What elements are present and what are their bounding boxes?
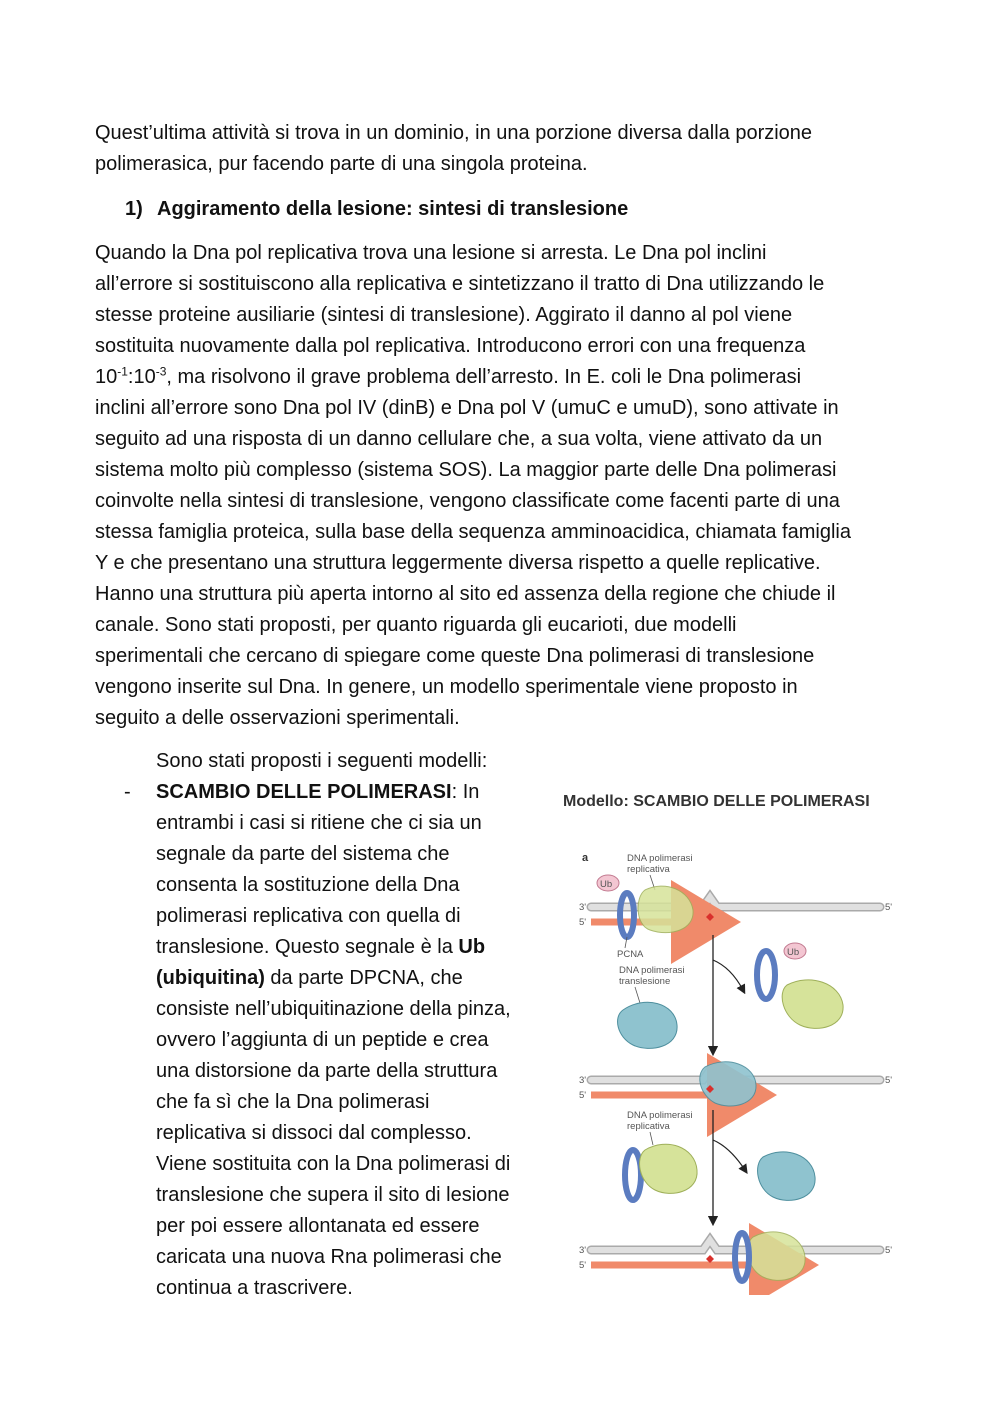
text-line: Y e che presentano una struttura leggermente diversa rispetto a quelle replicative. [95, 552, 821, 574]
label-replicative-pol: replicativa [627, 864, 670, 875]
model-description [156, 777, 556, 1304]
models-column [156, 746, 556, 1304]
pcna-clamp-icon [625, 1150, 641, 1200]
text-line: Hanno una struttura più aperta intorno al sito ed assenza della regione che chiude il [95, 583, 836, 605]
text-line: canale. Sono stati proposti, per quanto riguarda gli eucarioti, due modelli [95, 614, 737, 636]
models-intro: Sono stati proposti i seguenti modelli: [156, 750, 488, 772]
text-line: che fa sì che la Dna polimerasi [156, 1091, 430, 1113]
label-replicative-pol: DNA polimerasi [627, 853, 693, 864]
text-line: stesse proteine ausiliarie (sintesi di translesione). Aggirato il danno al pol viene [95, 304, 793, 326]
text-line: seguito a delle osservazioni sperimentali. [95, 707, 460, 729]
section-title: Aggiramento della lesione: sintesi di translesione [157, 198, 629, 220]
text-line: entrambi i casi si ritiene che ci sia un [156, 812, 482, 834]
text-line: Quando la Dna pol replicativa trova una lesione si arresta. Le Dna pol inclini [95, 242, 767, 264]
release-arrow [713, 960, 743, 990]
intro-line: polimerasica, pur facendo parte di una singola proteina. [95, 153, 588, 175]
pcna-clamp-icon [620, 893, 634, 937]
text-line: una distorsione da parte della struttura [156, 1060, 498, 1082]
bullet-dash: - [124, 781, 131, 803]
text-line: Viene sostituita con la Dna polimerasi di [156, 1153, 511, 1175]
section-number: 1) [125, 198, 143, 220]
replicative-polymerase-icon [638, 886, 693, 933]
text-line: all’errore si sostituiscono alla replicativa e sintetizzano il tratto di Dna utilizzando le [95, 273, 825, 295]
polymerase-switch-figure [555, 785, 900, 1295]
panel-label: a [582, 852, 589, 864]
text-line: vengono inserite sul Dna. In genere, un modello sperimentale viene proposto in [95, 676, 798, 698]
text-line: consiste nell’ubiquitinazione della pinza, [156, 998, 511, 1020]
ub-label: Ub [787, 947, 800, 958]
text-line: : In [451, 781, 480, 803]
figure-diagram [555, 785, 900, 1295]
pcna-clamp-icon [735, 1233, 749, 1281]
replicative-polymerase-icon [748, 1232, 806, 1281]
lesion-icon [706, 913, 714, 921]
released-replicative-pol-icon [782, 980, 843, 1029]
text-line: sostituita nuovamente dalla pol replicativa. Introducono errori con una frequenza [95, 335, 806, 357]
label-pcna: PCNA [617, 949, 644, 960]
label-replicative-pol: replicativa [627, 1121, 670, 1132]
release-arrow [713, 1140, 745, 1170]
text-line: per poi essere allontanata ed essere [156, 1215, 480, 1237]
exponent: -3 [155, 364, 167, 379]
text-line: da parte DPCNA, che [264, 967, 463, 989]
bold-term: Ub [458, 936, 486, 958]
intro-paragraph [95, 118, 915, 180]
main-paragraph [95, 238, 915, 734]
text-line: sperimentali che cercano di spiegare come queste Dna polimerasi di translesione [95, 645, 815, 667]
label-replicative-pol: DNA polimerasi [627, 1110, 693, 1121]
text-line: translesione. Questo segnale è la [156, 936, 459, 958]
text-line: , ma risolvono il grave problema dell’arresto. In E. coli le Dna polimerasi [166, 366, 802, 388]
ub-label: Ub [600, 879, 613, 890]
translesion-polymerase-icon [700, 1062, 756, 1106]
end-label: 3' [579, 902, 587, 913]
intro-line: Quest’ultima attività si trova in un dominio, in una porzione diversa dalla porzione [95, 122, 813, 144]
label-translesion-pol: DNA polimerasi [619, 965, 685, 976]
text-line: seguito ad una risposta di un danno cellulare che, a sua volta, viene attivato da un [95, 428, 823, 450]
text-line: continua a trascrivere. [156, 1277, 353, 1299]
text-line: coinvolte nella sintesi di translesione, vengono classificate come facenti parte di una [95, 490, 840, 512]
model-title: SCAMBIO DELLE POLIMERASI [156, 781, 452, 803]
end-label: 3' [579, 1075, 587, 1086]
released-translesion-pol-icon [758, 1152, 816, 1201]
frequency-value: :10 [127, 366, 156, 388]
text-line: consenta la sostituzione della Dna [156, 874, 460, 896]
text-line: ovvero l’aggiunta di un peptide e crea [156, 1029, 489, 1051]
end-label: 5' [579, 1260, 587, 1271]
end-label: 5' [885, 1245, 893, 1256]
released-clamp-icon [757, 951, 775, 999]
translesion-polymerase-icon [618, 1002, 678, 1048]
text-line: caricata una nuova Rna polimerasi che [156, 1246, 502, 1268]
figure-title: Modello: SCAMBIO DELLE POLIMERASI [563, 793, 870, 810]
replicative-polymerase-icon [640, 1144, 698, 1193]
frequency-value: 10 [95, 366, 118, 388]
text-line: sistema molto più complesso (sistema SOS). La maggior parte delle Dna polimerasi [95, 459, 837, 481]
text-line: inclini all’errore sono Dna pol IV (dinB) e Dna pol V (umuC e umuD), sono attivate in [95, 397, 839, 419]
text-line: stessa famiglia proteica, sulla base della sequenza amminoacidica, chiamata famiglia [95, 521, 851, 543]
text-line: segnale da parte del sistema che [156, 843, 450, 865]
exponent: -1 [117, 364, 128, 379]
end-label: 5' [579, 1090, 587, 1101]
section-heading [125, 194, 628, 225]
text-line: replicativa si dissoci dal complesso. [156, 1122, 472, 1144]
text-line: translesione che supera il sito di lesione [156, 1184, 510, 1206]
text-line: polimerasi replicativa con quella di [156, 905, 461, 927]
label-translesion-pol: translesione [619, 976, 671, 987]
end-label: 5' [885, 1075, 893, 1086]
end-label: 3' [579, 1245, 587, 1256]
end-label: 5' [579, 917, 587, 928]
bold-term: (ubiquitina) [156, 967, 265, 989]
end-label: 5' [885, 902, 893, 913]
